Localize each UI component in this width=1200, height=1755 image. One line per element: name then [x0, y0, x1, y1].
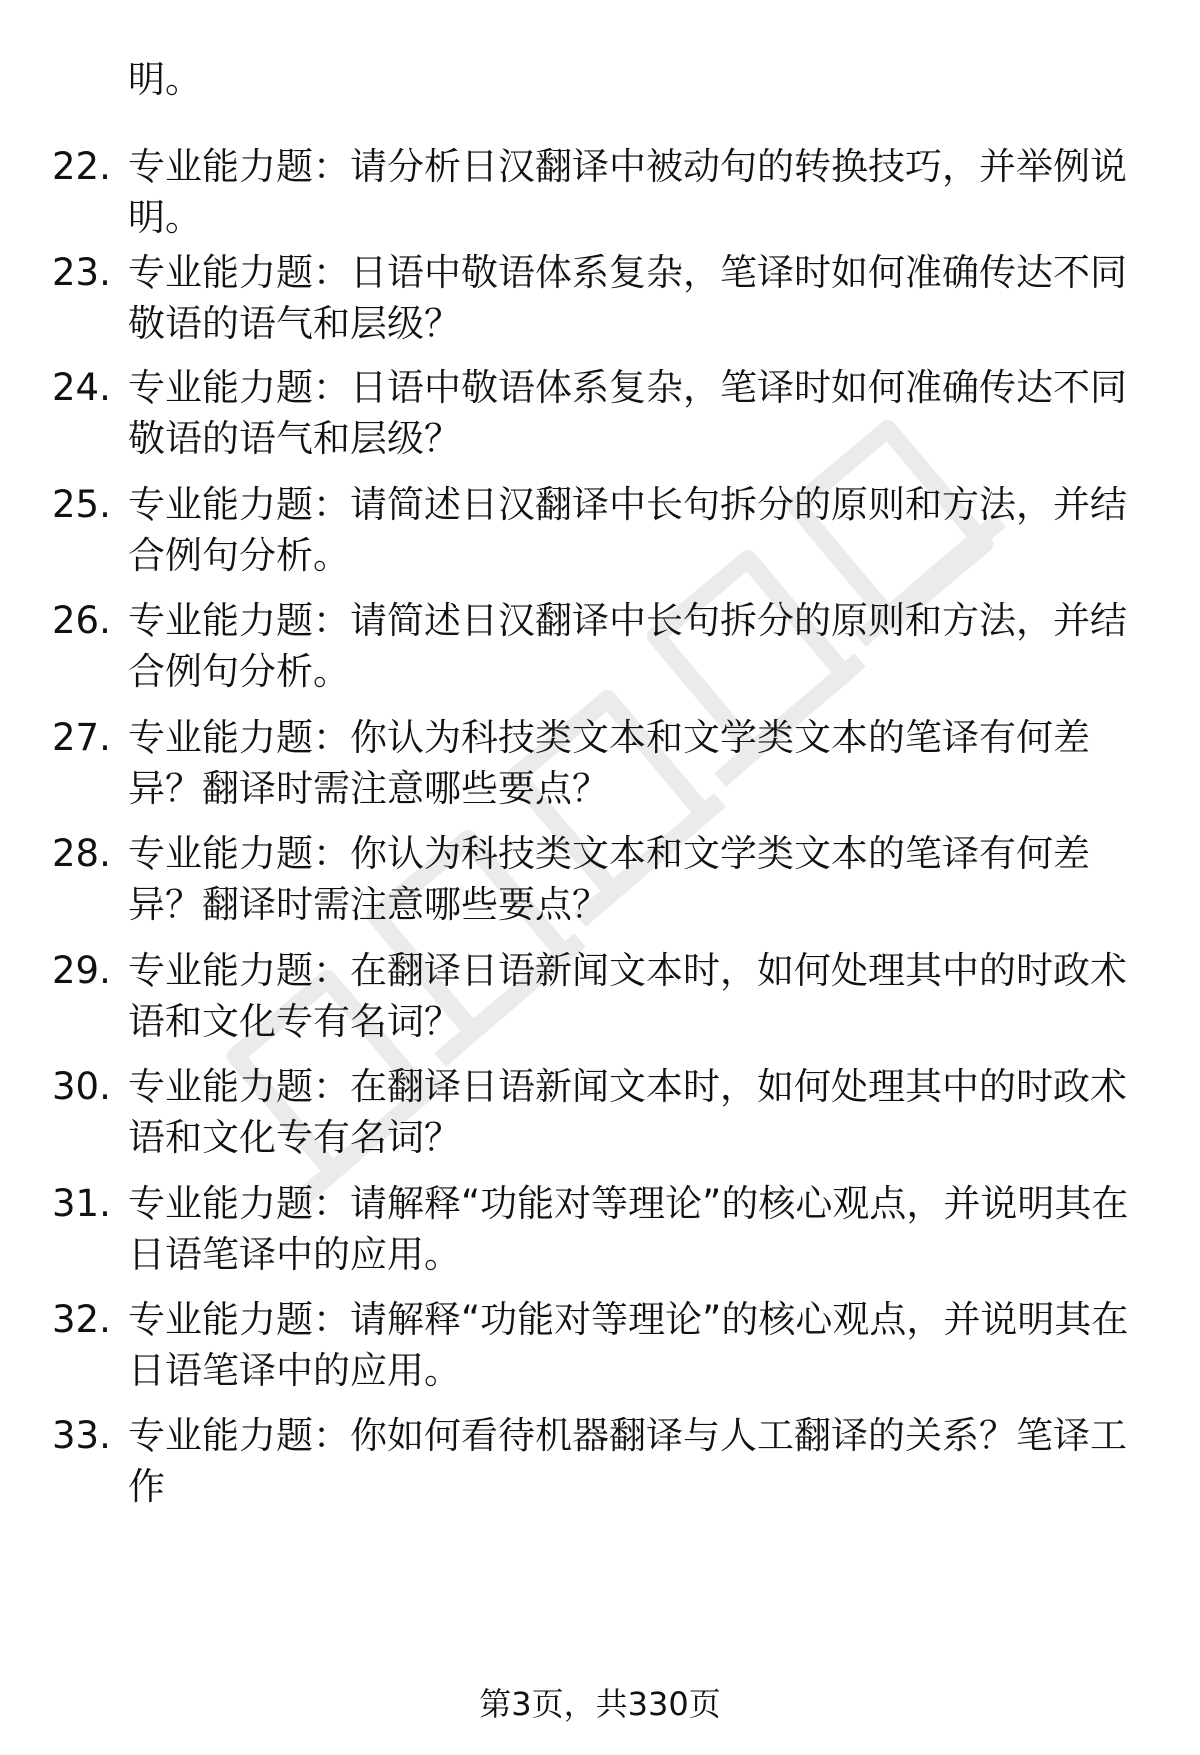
question-text: 专业能力题：请简述日汉翻译中长句拆分的原则和方法，并结合例句分析。 [128, 599, 1127, 693]
question-number: 31. [52, 1182, 111, 1225]
page-footer: 第3页，共330页 [479, 1685, 721, 1723]
question-number: 22. [52, 145, 111, 188]
question-number: 23. [52, 251, 111, 294]
question-text: 专业能力题：在翻译日语新闻文本时，如何处理其中的时政术语和文化专有名词？ [128, 1065, 1127, 1159]
question-text: 专业能力题：你认为科技类文本和文学类文本的笔译有何差异？翻译时需注意哪些要点？ [128, 716, 1090, 810]
question-text: 专业能力题：请简述日汉翻译中长句拆分的原则和方法，并结合例句分析。 [128, 483, 1127, 577]
question-text: 专业能力题：你如何看待机器翻译与人工翻译的关系？笔译工作 [128, 1414, 1127, 1508]
question-number: 26. [52, 599, 111, 642]
question-number: 25. [52, 483, 111, 526]
question-number: 24. [52, 366, 111, 409]
question-number: 27. [52, 716, 111, 759]
question-number: 32. [52, 1298, 111, 1341]
question-text: 专业能力题：请分析日汉翻译中被动句的转换技巧，并举例说明。 [128, 145, 1127, 239]
question-number: 28. [52, 832, 111, 875]
question-text: 专业能力题：请解释“功能对等理论”的核心观点，并说明其在日语笔译中的应用。 [128, 1182, 1129, 1276]
question-text: 专业能力题：你认为科技类文本和文学类文本的笔译有何差异？翻译时需注意哪些要点？ [128, 832, 1090, 926]
question-number: 30. [52, 1065, 111, 1108]
question-text: 专业能力题：日语中敬语体系复杂，笔译时如何准确传达不同敬语的语气和层级？ [128, 251, 1127, 345]
continuation-text: 明。 [128, 58, 202, 101]
question-text: 专业能力题：在翻译日语新闻文本时，如何处理其中的时政术语和文化专有名词？ [128, 949, 1127, 1043]
question-number: 33. [52, 1414, 111, 1457]
question-text: 专业能力题：日语中敬语体系复杂，笔译时如何准确传达不同敬语的语气和层级？ [128, 366, 1127, 460]
question-text: 专业能力题：请解释“功能对等理论”的核心观点，并说明其在日语笔译中的应用。 [128, 1298, 1129, 1392]
question-number: 29. [52, 949, 111, 992]
